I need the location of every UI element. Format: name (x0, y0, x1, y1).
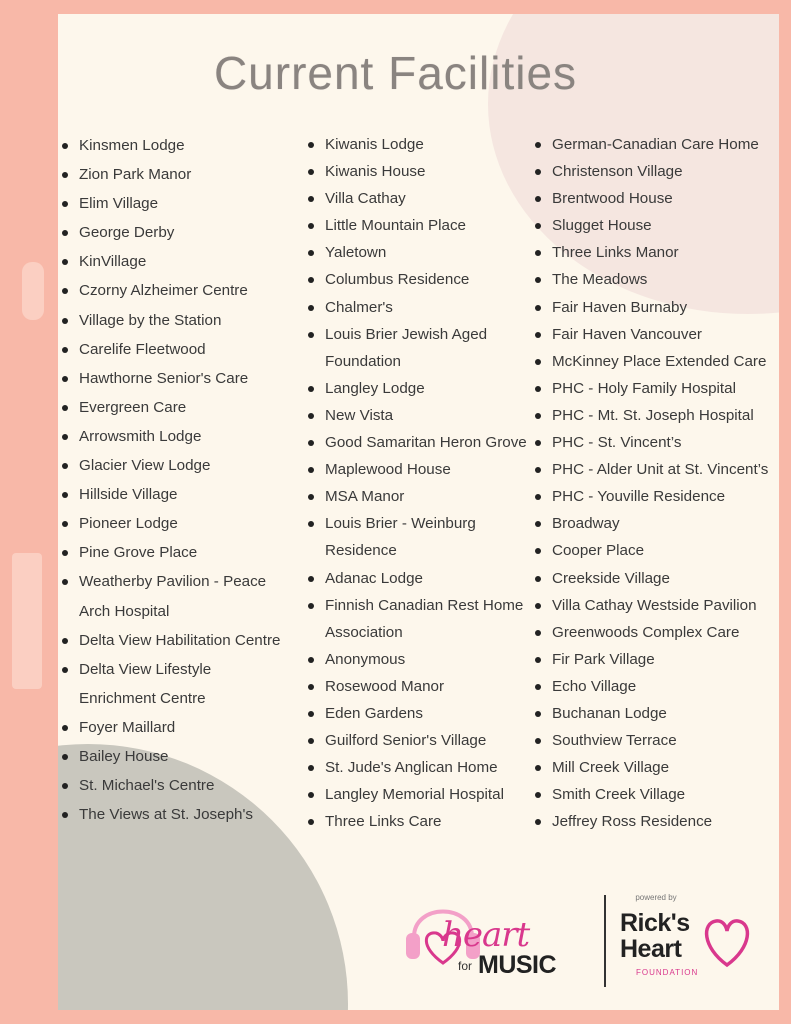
facility-item: McKinney Place Extended Care (533, 348, 768, 375)
facility-item: The Meadows (533, 266, 768, 293)
facility-item (306, 321, 527, 375)
decorative-shape (12, 553, 42, 689)
facility-item: Buchanan Lodge (533, 700, 768, 727)
facility-item: Pioneer Lodge (60, 509, 280, 538)
facility-item: Langley Memorial Hospital (306, 781, 527, 808)
facility-item: Yaletown (306, 239, 527, 266)
facility-item: St. Jude's Anglican Home (306, 754, 527, 781)
facility-item-line: Association (325, 623, 403, 641)
facility-item: Greenwoods Complex Care (533, 619, 768, 646)
ricks-heart-foundation-logo (620, 893, 760, 985)
facility-item: Three Links Manor (533, 239, 768, 266)
facility-item: Delta View Habilitation Centre (60, 626, 280, 655)
facility-item: Arrowsmith Lodge (60, 422, 280, 451)
facility-item: Glacier View Lodge (60, 451, 280, 480)
facility-item: Kinsmen Lodge (60, 131, 280, 160)
facility-item: Columbus Residence (306, 266, 527, 293)
facility-item: German-Canadian Care Home (533, 131, 768, 158)
heart-for-music-logo (380, 893, 590, 985)
facility-item: Cooper Place (533, 537, 768, 564)
facility-item: PHC - Youville Residence (533, 483, 768, 510)
facility-item: Anonymous (306, 646, 527, 673)
facility-item: Fair Haven Vancouver (533, 321, 768, 348)
facility-item: Elim Village (60, 189, 280, 218)
facility-item: Villa Cathay Westside Pavilion (533, 592, 768, 619)
facility-item: Czorny Alzheimer Centre (60, 276, 280, 305)
decorative-shape (22, 262, 44, 320)
facility-item: PHC - Mt. St. Joseph Hospital (533, 402, 768, 429)
facility-item: Bailey House (60, 742, 280, 771)
logo-divider (604, 895, 606, 987)
facility-column-1 (60, 131, 280, 829)
facility-item: Village by the Station (60, 306, 280, 335)
facility-item (60, 655, 280, 713)
facility-item: St. Michael's Centre (60, 771, 280, 800)
facility-item: Smith Creek Village (533, 781, 768, 808)
facility-item (60, 567, 280, 625)
facility-item: Brentwood House (533, 185, 768, 212)
facility-item: Langley Lodge (306, 375, 527, 402)
facility-item: Chalmer's (306, 294, 527, 321)
facility-item: MSA Manor (306, 483, 527, 510)
facility-item: Southview Terrace (533, 727, 768, 754)
page-title: Current Facilities (213, 47, 578, 99)
logo-word-foundation: FOUNDATION (636, 968, 699, 977)
facility-item: Evergreen Care (60, 393, 280, 422)
facility-item: The Views at St. Joseph's (60, 800, 280, 829)
facility-item: Three Links Care (306, 808, 527, 835)
facility-column-3 (533, 131, 768, 835)
facility-item: Fair Haven Burnaby (533, 294, 768, 321)
facility-item: Christenson Village (533, 158, 768, 185)
facility-item: New Vista (306, 402, 527, 429)
facility-item-line: Louis Brier - Weinburg (325, 515, 476, 533)
facility-item: PHC - Holy Family Hospital (533, 375, 768, 402)
facility-item-line: Enrichment Centre (79, 689, 206, 707)
facility-item: Rosewood Manor (306, 673, 527, 700)
facility-item: Slugget House (533, 212, 768, 239)
facility-item (306, 592, 527, 646)
facility-item-line: Weatherby Pavilion - Peace (79, 573, 267, 591)
facility-item: Hawthorne Senior's Care (60, 364, 280, 393)
facility-item: Creekside Village (533, 565, 768, 592)
facility-item: Hillside Village (60, 480, 280, 509)
facility-item-line: Foundation (325, 352, 401, 370)
facility-item: Zion Park Manor (60, 160, 280, 189)
facility-item: Villa Cathay (306, 185, 527, 212)
facility-item-line: Delta View Lifestyle (79, 660, 212, 678)
facility-item: PHC - Alder Unit at St. Vincent’s (533, 456, 768, 483)
logo-word-heart: Heart (620, 935, 682, 963)
facility-item: Eden Gardens (306, 700, 527, 727)
facility-item: Little Mountain Place (306, 212, 527, 239)
facility-item: Pine Grove Place (60, 538, 280, 567)
facility-item: Kiwanis Lodge (306, 131, 527, 158)
facility-item: Guilford Senior's Village (306, 727, 527, 754)
facility-item: PHC - St. Vincent’s (533, 429, 768, 456)
facility-item-line: Arch Hospital (79, 602, 170, 620)
facility-item (306, 510, 527, 564)
logo-word-heart: heart (442, 915, 530, 955)
facility-item: Broadway (533, 510, 768, 537)
facility-item: Fir Park Village (533, 646, 768, 673)
heart-icon (698, 909, 756, 971)
facility-item: Kiwanis House (306, 158, 527, 185)
facility-item: Adanac Lodge (306, 565, 527, 592)
logo-word-for: for (458, 959, 473, 973)
facility-item: KinVillage (60, 247, 280, 276)
facility-item-line: Residence (325, 542, 397, 560)
facility-item: George Derby (60, 218, 280, 247)
logo-word-ricks: Rick's (620, 909, 690, 937)
facility-item: Mill Creek Village (533, 754, 768, 781)
facility-item-line: Finnish Canadian Rest Home (325, 596, 524, 614)
facility-item: Carelife Fleetwood (60, 335, 280, 364)
facility-item: Foyer Maillard (60, 713, 280, 742)
facility-item: Good Samaritan Heron Grove (306, 429, 527, 456)
facility-item: Maplewood House (306, 456, 527, 483)
logo-word-music: MUSIC (478, 951, 557, 979)
facility-item: Echo Village (533, 673, 768, 700)
facility-item: Jeffrey Ross Residence (533, 808, 768, 835)
facility-column-2 (306, 131, 527, 835)
facility-item-line: Louis Brier Jewish Aged (325, 325, 488, 343)
powered-by-label: powered by (635, 893, 677, 902)
